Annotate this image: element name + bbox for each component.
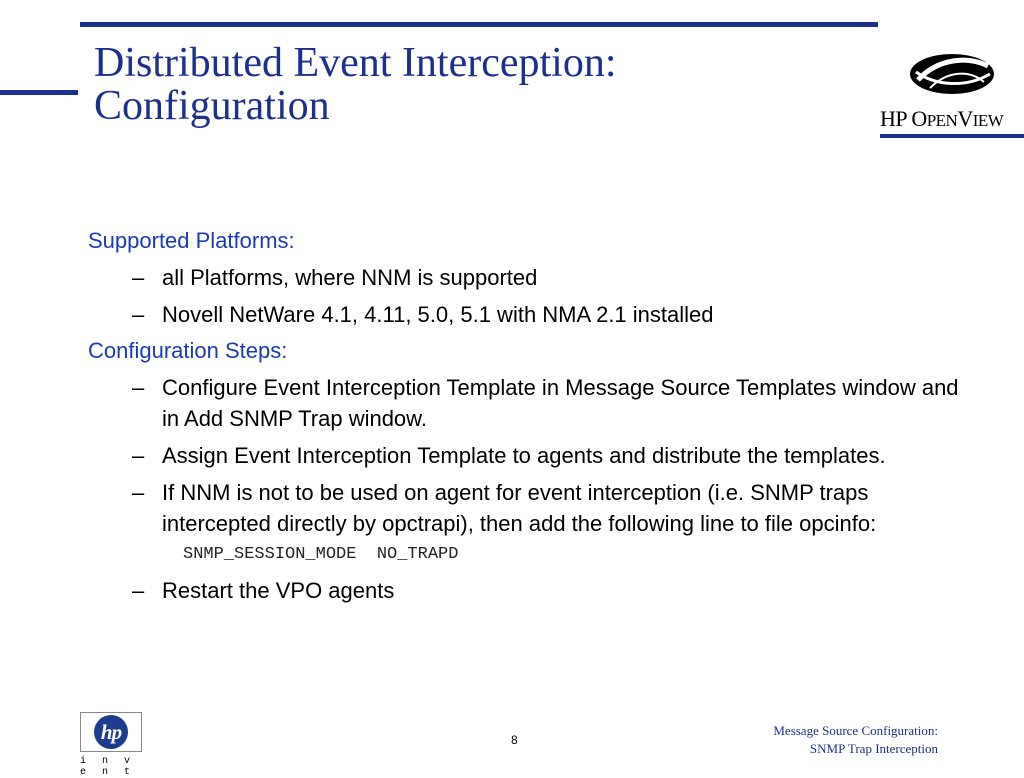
left-rule <box>0 90 78 95</box>
list-item <box>88 440 968 471</box>
list-item-text: Novell NetWare 4.1, 4.11, 5.0, 5.1 with NMA 2.1 installed <box>162 302 714 327</box>
logo-pen: PEN <box>926 111 958 130</box>
logo-underline <box>880 134 1024 138</box>
bullet-dash: – <box>132 480 145 505</box>
list-item-text: If NNM is not to be used on agent for event interception (i.e. SNMP traps intercepted directly by opctrapi), then add the following line to file opcinfo: <box>162 480 877 536</box>
list-item <box>88 299 968 330</box>
opcinfo-code-line: SNMP_SESSION_MODE NO_TRAPD <box>183 545 459 564</box>
configuration-steps-heading: Configuration Steps: <box>88 338 288 363</box>
list-item <box>88 262 968 293</box>
list-item <box>88 477 968 539</box>
logo-brand: HP <box>880 106 907 131</box>
slide-title-line-2: Configuration <box>94 83 330 129</box>
configuration-steps-list-final <box>88 575 968 606</box>
hp-logo-icon: hp <box>94 715 128 749</box>
supported-platforms-list <box>88 262 968 330</box>
hp-openview-logo <box>880 52 1020 130</box>
logo-o: O <box>911 106 927 131</box>
logo-v: V <box>957 106 973 131</box>
bullet-dash: – <box>132 443 145 468</box>
hp-logo-box <box>80 712 142 752</box>
bullet-dash: – <box>132 578 145 603</box>
top-rule <box>80 22 878 27</box>
footer-caption <box>773 722 938 758</box>
supported-platforms-heading: Supported Platforms: <box>88 228 295 253</box>
bullet-dash: – <box>132 265 145 290</box>
list-item-text: Assign Event Interception Template to agents and distribute the templates. <box>162 443 886 468</box>
slide-title-line-1: Distributed Event Interception: <box>94 40 617 86</box>
footer-line-1: Message Source Configuration: <box>773 723 938 738</box>
list-item-text: Configure Event Interception Template in Message Source Templates window and in Add SNMP Trap window. <box>162 375 959 431</box>
slide-title <box>94 42 617 128</box>
slide-body <box>88 224 968 612</box>
list-item <box>88 372 968 434</box>
openview-swoosh-icon <box>908 52 996 96</box>
list-item-text: Restart the VPO agents <box>162 578 395 603</box>
page-number: 8 <box>511 733 518 747</box>
bullet-dash: – <box>132 302 145 327</box>
configuration-steps-list <box>88 372 968 539</box>
hp-invent-logo <box>80 712 146 778</box>
footer-line-2: SNMP Trap Interception <box>809 741 938 756</box>
list-item <box>88 575 968 606</box>
logo-iew: IEW <box>972 111 1004 130</box>
list-item-text: all Platforms, where NNM is supported <box>162 265 538 290</box>
invent-tagline: i n v e n t <box>80 756 136 778</box>
bullet-dash: – <box>132 375 145 400</box>
openview-wordmark <box>880 106 1024 132</box>
